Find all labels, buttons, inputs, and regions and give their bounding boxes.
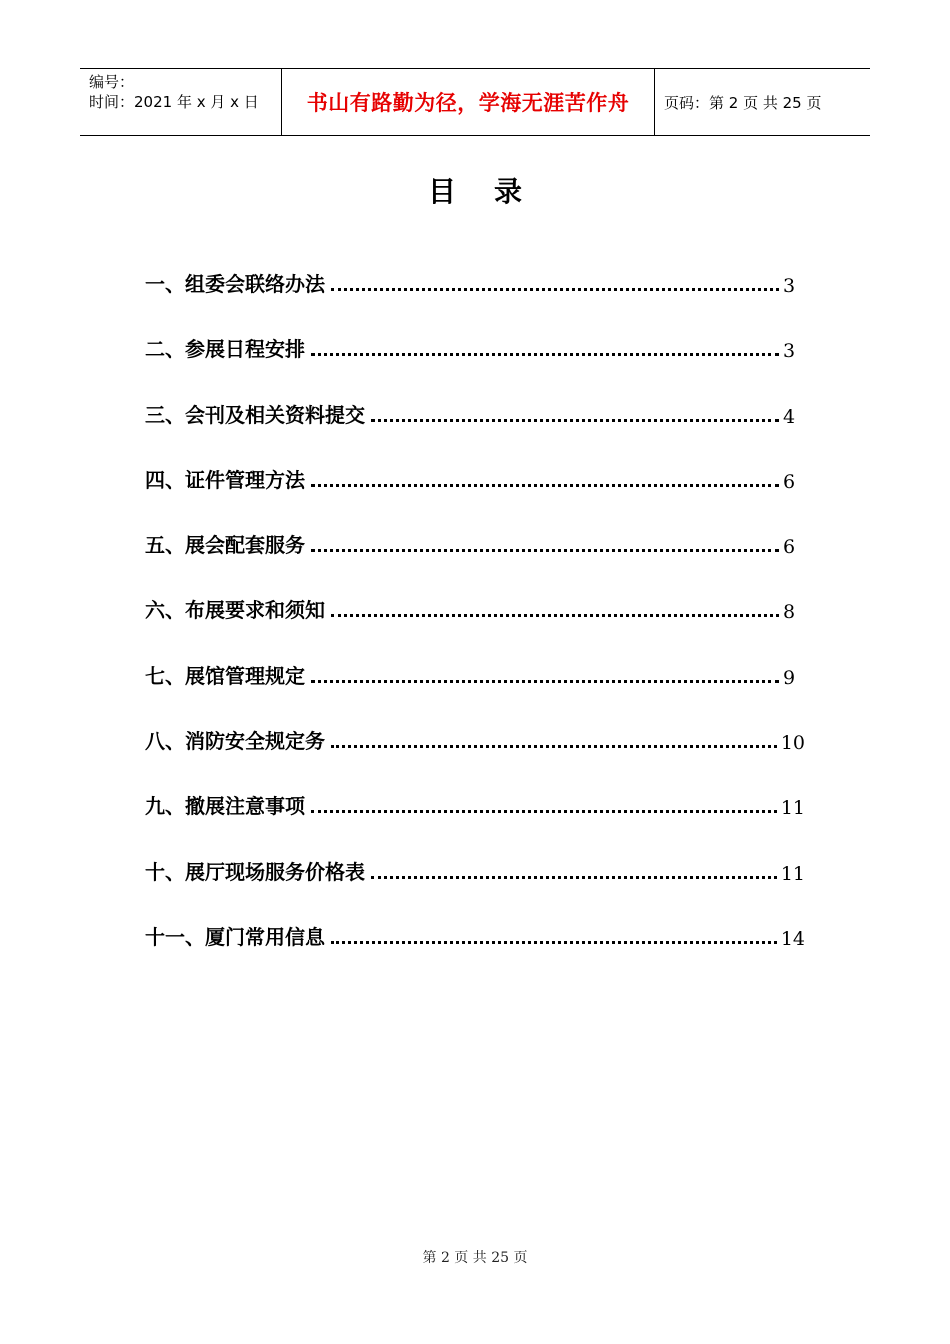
header-page-info bbox=[655, 69, 870, 135]
toc-item-label: 二、参展日程安排 bbox=[145, 337, 305, 362]
toc-item[interactable] bbox=[145, 623, 805, 688]
toc-leader-dots bbox=[311, 810, 777, 813]
toc-item-label: 九、撤展注意事项 bbox=[145, 794, 305, 819]
header-motto: 书山有路勤为径，学海无涯苦作舟 bbox=[306, 91, 630, 115]
toc-item-page: 14 bbox=[780, 927, 805, 950]
toc-item-label: 五、展会配套服务 bbox=[145, 533, 305, 558]
page-footer: 第 2 页 共 25 页 bbox=[422, 1250, 528, 1266]
toc-item-page: 4 bbox=[783, 405, 796, 428]
toc-leader-dots bbox=[371, 419, 779, 422]
toc-item[interactable] bbox=[145, 885, 805, 950]
toc-item-page: 6 bbox=[783, 536, 796, 559]
toc-item-label: 十、展厅现场服务价格表 bbox=[145, 859, 365, 884]
toc-leader-dots bbox=[331, 745, 777, 748]
page-header bbox=[80, 68, 870, 136]
document-time-label: 时间：2021 年 x 月 x 日 bbox=[89, 93, 259, 111]
header-meta bbox=[80, 69, 282, 135]
document-number-label: 编号： bbox=[89, 73, 135, 91]
toc-leader-dots bbox=[311, 484, 779, 487]
toc-item-label: 十一、厦门常用信息 bbox=[145, 924, 325, 949]
toc-item-label: 七、展馆管理规定 bbox=[145, 663, 305, 688]
toc-item[interactable] bbox=[145, 297, 805, 362]
toc-leader-dots bbox=[331, 941, 777, 944]
toc-leader-dots bbox=[331, 288, 779, 291]
toc-item-label: 六、布展要求和须知 bbox=[145, 598, 325, 623]
toc-item[interactable] bbox=[145, 265, 805, 297]
toc-item-label: 四、证件管理方法 bbox=[145, 467, 305, 492]
toc-item-page: 3 bbox=[783, 340, 796, 363]
toc-item[interactable] bbox=[145, 754, 805, 819]
toc-leader-dots bbox=[331, 614, 779, 617]
toc-item-label: 八、消防安全规定务 bbox=[145, 729, 325, 754]
header-page-label: 页码：第 2 页 共 25 页 bbox=[664, 93, 822, 112]
toc-item-page: 6 bbox=[783, 470, 796, 493]
toc-item[interactable] bbox=[145, 428, 805, 493]
toc-item-page: 8 bbox=[783, 601, 796, 624]
toc-item-page: 11 bbox=[780, 862, 805, 885]
toc-leader-dots bbox=[311, 680, 779, 683]
toc-item-page: 10 bbox=[780, 732, 805, 755]
toc-item-label: 三、会刊及相关资料提交 bbox=[145, 402, 365, 427]
toc-leader-dots bbox=[311, 353, 779, 356]
toc-item[interactable] bbox=[145, 689, 805, 754]
toc-leader-dots bbox=[311, 549, 779, 552]
toc-item[interactable] bbox=[145, 362, 805, 427]
toc-item[interactable] bbox=[145, 558, 805, 623]
toc-item-page: 9 bbox=[783, 666, 796, 689]
page-title: 目录 bbox=[427, 175, 560, 208]
toc-item[interactable] bbox=[145, 493, 805, 558]
toc-item-page: 11 bbox=[780, 797, 805, 820]
toc-item[interactable] bbox=[145, 819, 805, 884]
table-of-contents bbox=[145, 265, 805, 950]
header-motto-cell bbox=[282, 69, 655, 135]
toc-leader-dots bbox=[371, 876, 777, 879]
toc-item-page: 3 bbox=[783, 275, 796, 297]
toc-item-label: 一、组委会联络办法 bbox=[145, 272, 325, 296]
